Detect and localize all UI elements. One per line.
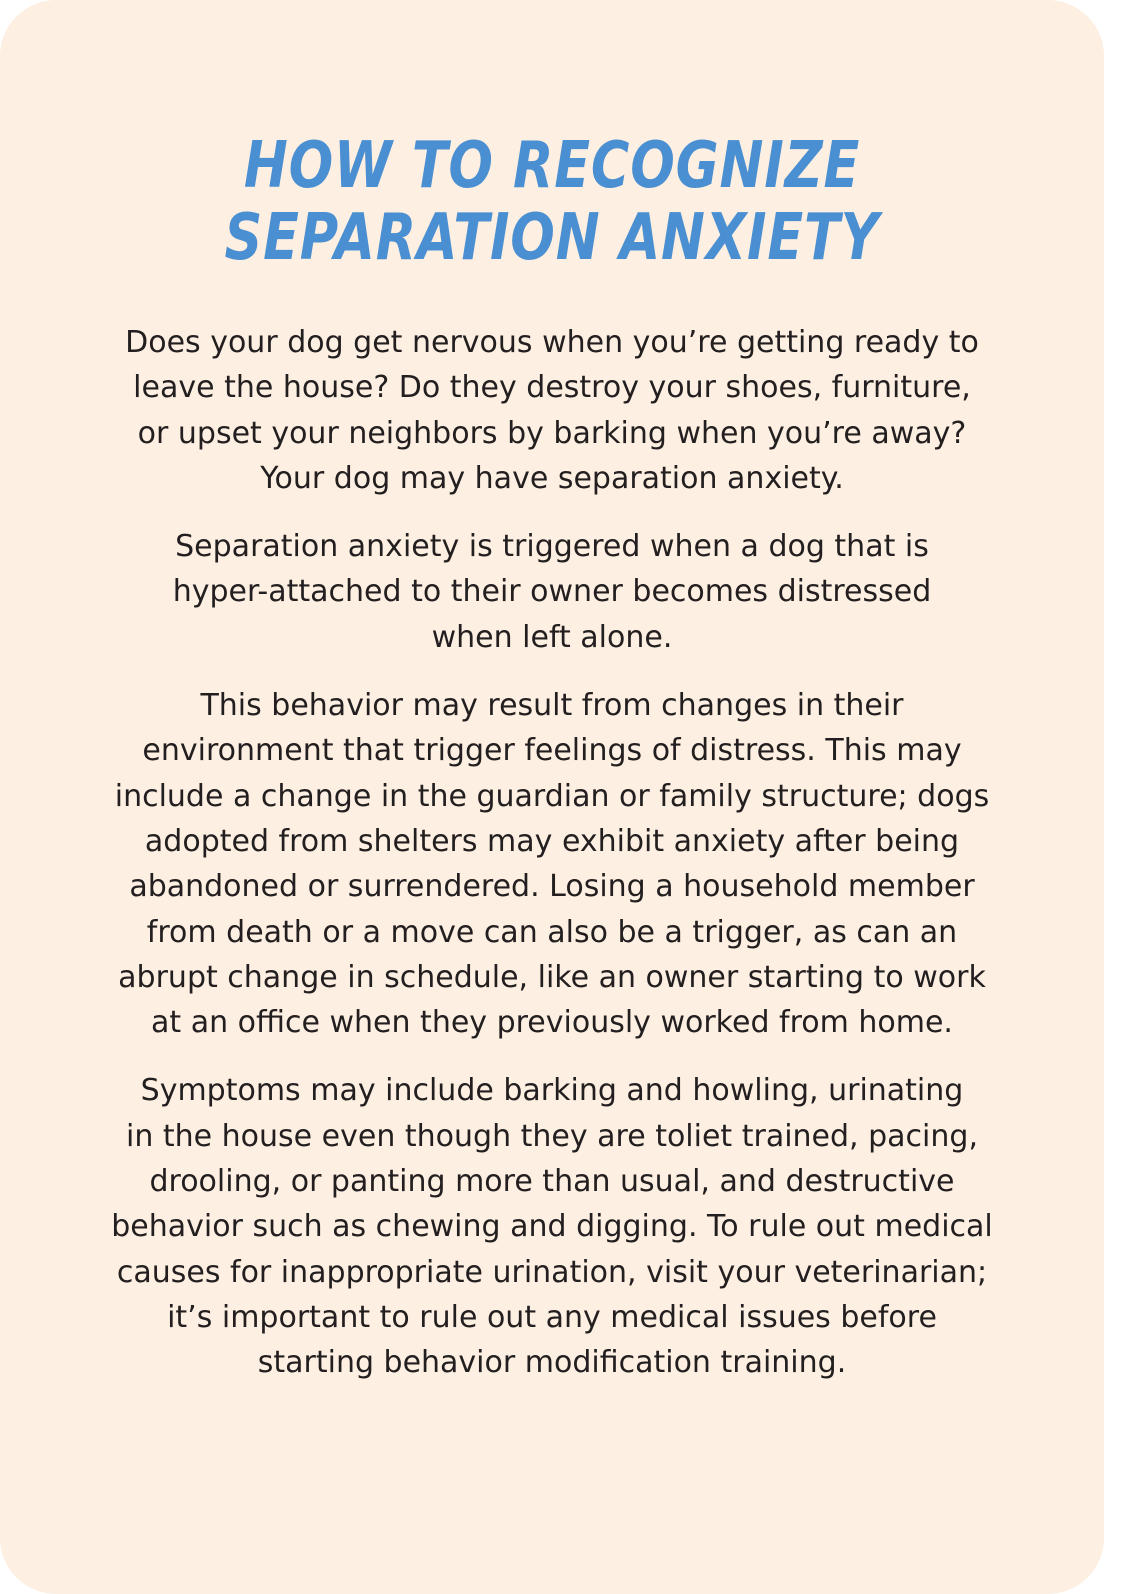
text-line: Does your dog get nervous when you’re getting ready to	[125, 325, 979, 360]
text-line: at an office when they previously worked from home.	[151, 1005, 953, 1041]
paragraph-2	[100, 524, 1004, 660]
text-line: adopted from shelters may exhibit anxiety after being	[144, 823, 960, 859]
text-line: in the house even though they are toliet trained, pacing,	[126, 1118, 978, 1154]
paragraph-3	[100, 683, 1004, 1045]
text-line: hyper-attached to their owner becomes distressed	[172, 574, 932, 610]
paragraph-4	[100, 1068, 1004, 1385]
text-line: environment that trigger feelings of distress. This may	[142, 733, 962, 769]
text-line: abandoned or surrendered. Losing a household member	[129, 869, 975, 905]
page-title	[99, 130, 1004, 274]
title-line-1: HOW TO RECOGNIZE	[243, 129, 861, 203]
text-line: Your dog may have separation anxiety.	[260, 460, 844, 496]
title-line-2: SEPARATION ANXIETY	[224, 201, 880, 275]
text-line: from death or a move can also be a trigger, as can an	[146, 914, 958, 950]
text-line: behavior such as chewing and digging. To rule out medical	[111, 1209, 993, 1245]
text-line: include a change in the guardian or family structure; dogs	[114, 778, 990, 814]
text-line: This behavior may result from changes in their	[200, 688, 904, 724]
body-text	[100, 320, 1004, 1409]
text-line: Separation anxiety is triggered when a dog that is	[175, 529, 929, 565]
text-line: abrupt change in schedule, like an owner starting to work	[118, 959, 986, 995]
text-line: it’s important to rule out any medical issues before	[167, 1299, 937, 1335]
text-line: leave the house? Do they destroy your shoes, furniture,	[133, 370, 971, 406]
text-line: causes for inappropriate urination, visit your veterinarian;	[116, 1254, 988, 1290]
paragraph-1	[100, 320, 1004, 501]
text-line: drooling, or panting more than usual, and destructive	[149, 1164, 955, 1200]
text-line: Symptoms may include barking and howling, urinating	[140, 1073, 964, 1109]
text-line: starting behavior modification training.	[257, 1345, 847, 1381]
text-line: or upset your neighbors by barking when you’re away?	[137, 415, 967, 451]
text-line: when left alone.	[431, 619, 673, 655]
